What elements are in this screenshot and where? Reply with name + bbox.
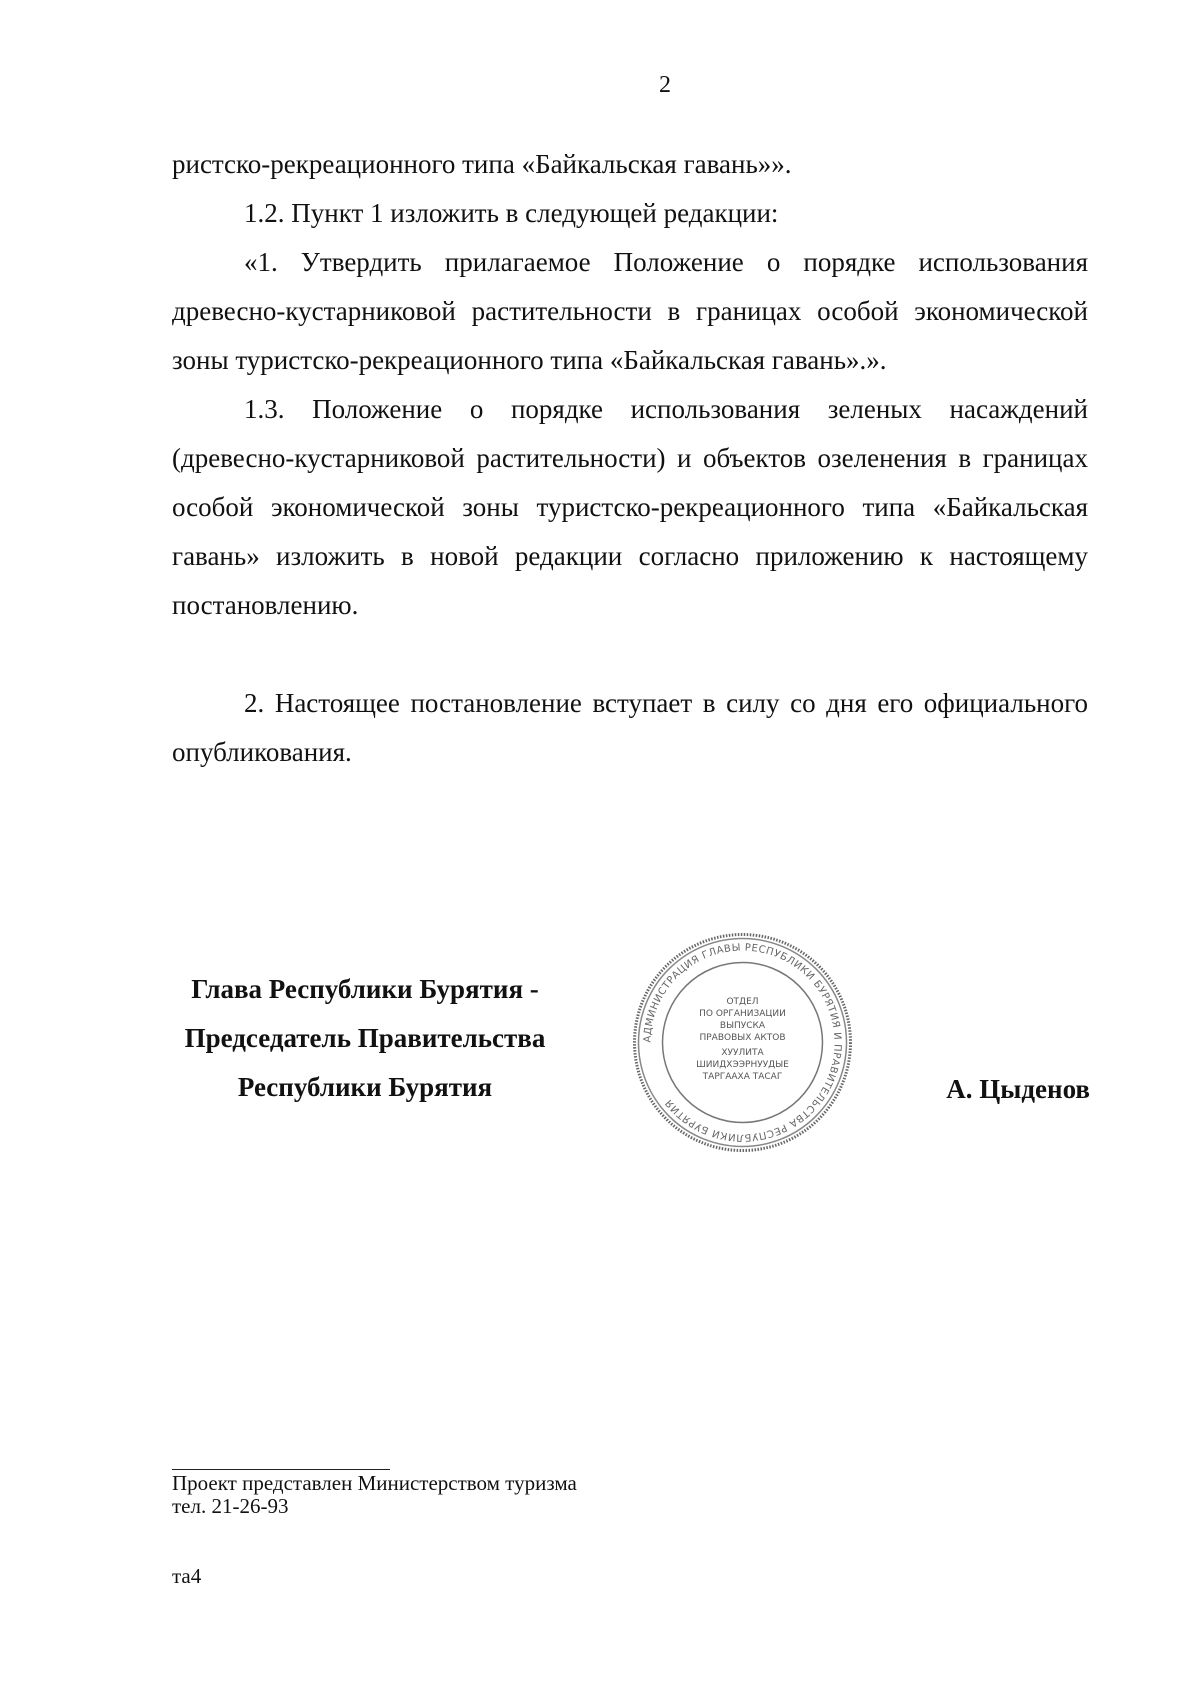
paragraph-continuation: ристско-рекреационного типа «Байкальская гавань»». — [172, 149, 792, 179]
seal-line-5: ХУУЛИТА — [721, 1048, 764, 1058]
signatory-name: А. Цыденов — [946, 1074, 1090, 1104]
document-code: та4 — [172, 1564, 202, 1588]
seal-line-4: ПРАВОВЫХ АКТОВ — [699, 1033, 786, 1043]
footer-line-1: Проект представлен Министерством туризма — [172, 1471, 577, 1495]
official-seal-stamp — [630, 930, 855, 1155]
seal-line-1: ОТДЕЛ — [726, 997, 759, 1007]
signatory-title — [170, 965, 560, 1112]
signatory-title-line-2: Председатель Правительства — [184, 1023, 546, 1053]
paragraph-1-2: 1.2. Пункт 1 изложить в следующей редакции: — [244, 198, 779, 228]
footer-line-2: тел. 21-26-93 — [172, 1494, 289, 1518]
seal-line-2: ПО ОРГАНИЗАЦИИ — [699, 1009, 786, 1019]
seal-ring-text: АДМИНИСТРАЦИЯ ГЛАВЫ РЕСПУБЛИКИ БУРЯТИЯ И ПРАВИТЕЛЬСТВА РЕСПУБЛИКИ БУРЯТИЯ — [642, 942, 843, 1143]
footer-note — [172, 1472, 577, 1518]
seal-line-7: ТАРГААХА ТАСАГ — [702, 1072, 783, 1082]
document-body — [172, 140, 1088, 777]
paragraph-quote-1: «1. Утвердить прилагаемое Положение о порядке использования древесно-кустарниковой растительности в границах особой экономической зоны туристско-рекреационного типа «Байкальская гавань».». — [172, 247, 1088, 375]
seal-line-6: ШИИДХЭЭРНУУДЫЕ — [696, 1060, 789, 1070]
page-number: 2 — [659, 72, 671, 98]
signatory-title-line-1: Глава Республики Бурятия - — [191, 974, 539, 1004]
paragraph-1-3: 1.3. Положение о порядке использования зеленых насаждений (древесно-кустарниковой растительности) и объектов озеленения в границах особой экономической зоны туристско-рекреационного типа «Байкальская гавань» изложить в новой редакции согласно приложению к настоящему постановлению. — [172, 394, 1088, 620]
signatory-title-line-3: Республики Бурятия — [237, 1072, 493, 1102]
seal-line-3: ВЫПУСКА — [719, 1021, 766, 1031]
paragraph-2: 2. Настоящее постановление вступает в силу со дня его официального опубликования. — [172, 688, 1088, 767]
footer-divider — [172, 1469, 390, 1470]
